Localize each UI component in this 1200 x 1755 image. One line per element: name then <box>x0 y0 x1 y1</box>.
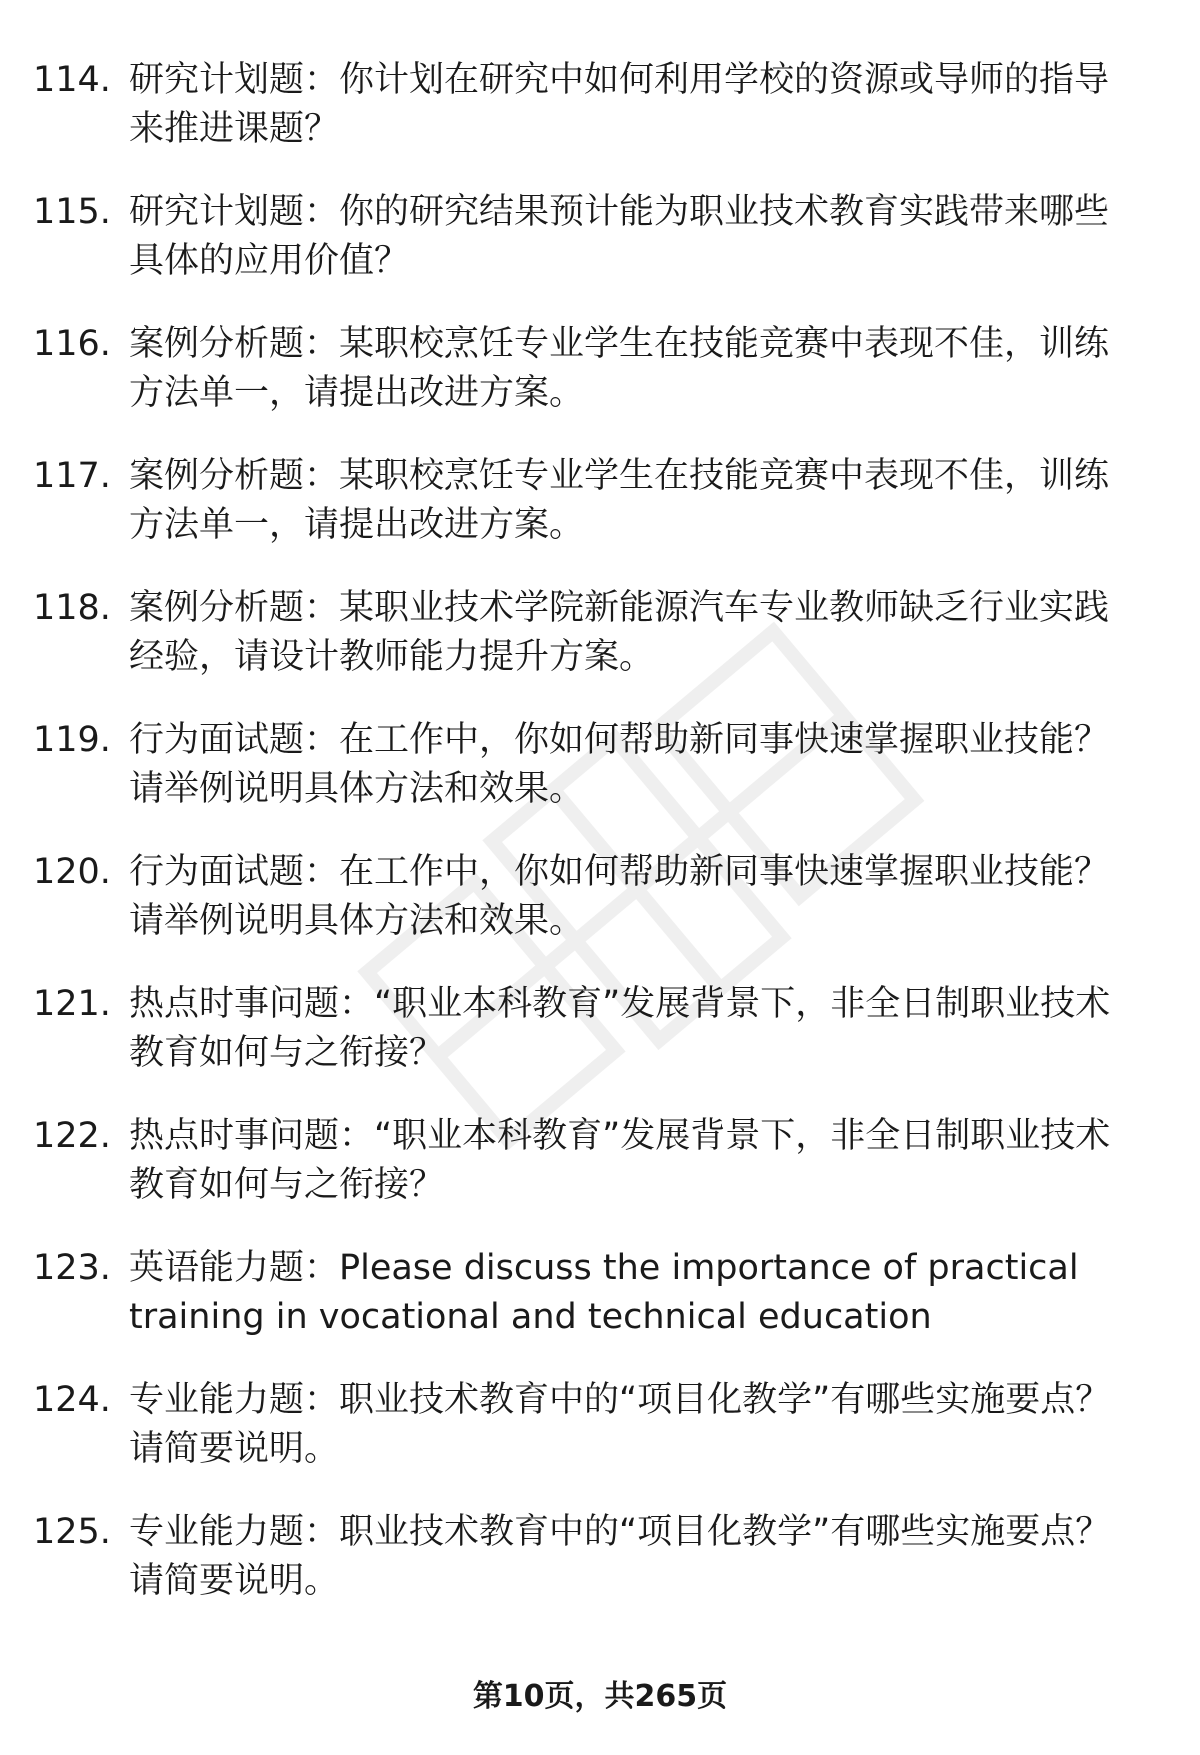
question-text: 案例分析题：某职校烹饪专业学生在技能竞赛中表现不佳，训练方法单一，请提出改进方案。 <box>129 456 1110 545</box>
question-text: 案例分析题：某职校烹饪专业学生在技能竞赛中表现不佳，训练方法单一，请提出改进方案。 <box>129 324 1110 413</box>
question-number: 117. <box>33 456 111 496</box>
list-item <box>0 452 1200 584</box>
question-number: 123. <box>33 1248 111 1288</box>
list-item <box>0 1244 1200 1376</box>
question-text: 热点时事问题：“职业本科教育”发展背景下，非全日制职业技术教育如何与之衔接？ <box>129 1116 1111 1205</box>
list-item <box>0 1508 1200 1640</box>
list-item <box>0 188 1200 320</box>
question-number: 122. <box>33 1116 111 1156</box>
question-text: 专业能力题：职业技术教育中的“项目化教学”有哪些实施要点？请简要说明。 <box>129 1380 1111 1469</box>
question-list <box>0 56 1200 1640</box>
list-item <box>0 848 1200 980</box>
page-footer: 第10页，共265页 <box>472 1679 728 1714</box>
question-text: 研究计划题：你的研究结果预计能为职业技术教育实践带来哪些具体的应用价值？ <box>129 192 1110 281</box>
question-number: 121. <box>33 984 111 1024</box>
question-number: 125. <box>33 1512 111 1552</box>
question-number: 124. <box>33 1380 111 1420</box>
question-number: 116. <box>33 324 111 364</box>
list-item <box>0 1112 1200 1244</box>
list-item <box>0 980 1200 1112</box>
question-text: 英语能力题：Please discuss the importance of practical training in vocational and technical education <box>129 1248 1079 1337</box>
list-item <box>0 584 1200 716</box>
question-number: 118. <box>33 588 111 628</box>
question-number: 114. <box>33 60 111 100</box>
list-item <box>0 716 1200 848</box>
question-text: 行为面试题：在工作中，你如何帮助新同事快速掌握职业技能？请举例说明具体方法和效果。 <box>129 852 1110 941</box>
question-text: 专业能力题：职业技术教育中的“项目化教学”有哪些实施要点？请简要说明。 <box>129 1512 1111 1601</box>
list-item <box>0 320 1200 452</box>
question-text: 案例分析题：某职业技术学院新能源汽车专业教师缺乏行业实践经验，请设计教师能力提升方案。 <box>129 588 1110 677</box>
question-number: 115. <box>33 192 111 232</box>
question-number: 120. <box>33 852 111 892</box>
question-text: 行为面试题：在工作中，你如何帮助新同事快速掌握职业技能？请举例说明具体方法和效果。 <box>129 720 1110 809</box>
list-item <box>0 56 1200 188</box>
question-text: 热点时事问题：“职业本科教育”发展背景下，非全日制职业技术教育如何与之衔接？ <box>129 984 1111 1073</box>
question-number: 119. <box>33 720 111 760</box>
list-item <box>0 1376 1200 1508</box>
question-text: 研究计划题：你计划在研究中如何利用学校的资源或导师的指导来推进课题？ <box>129 60 1110 149</box>
